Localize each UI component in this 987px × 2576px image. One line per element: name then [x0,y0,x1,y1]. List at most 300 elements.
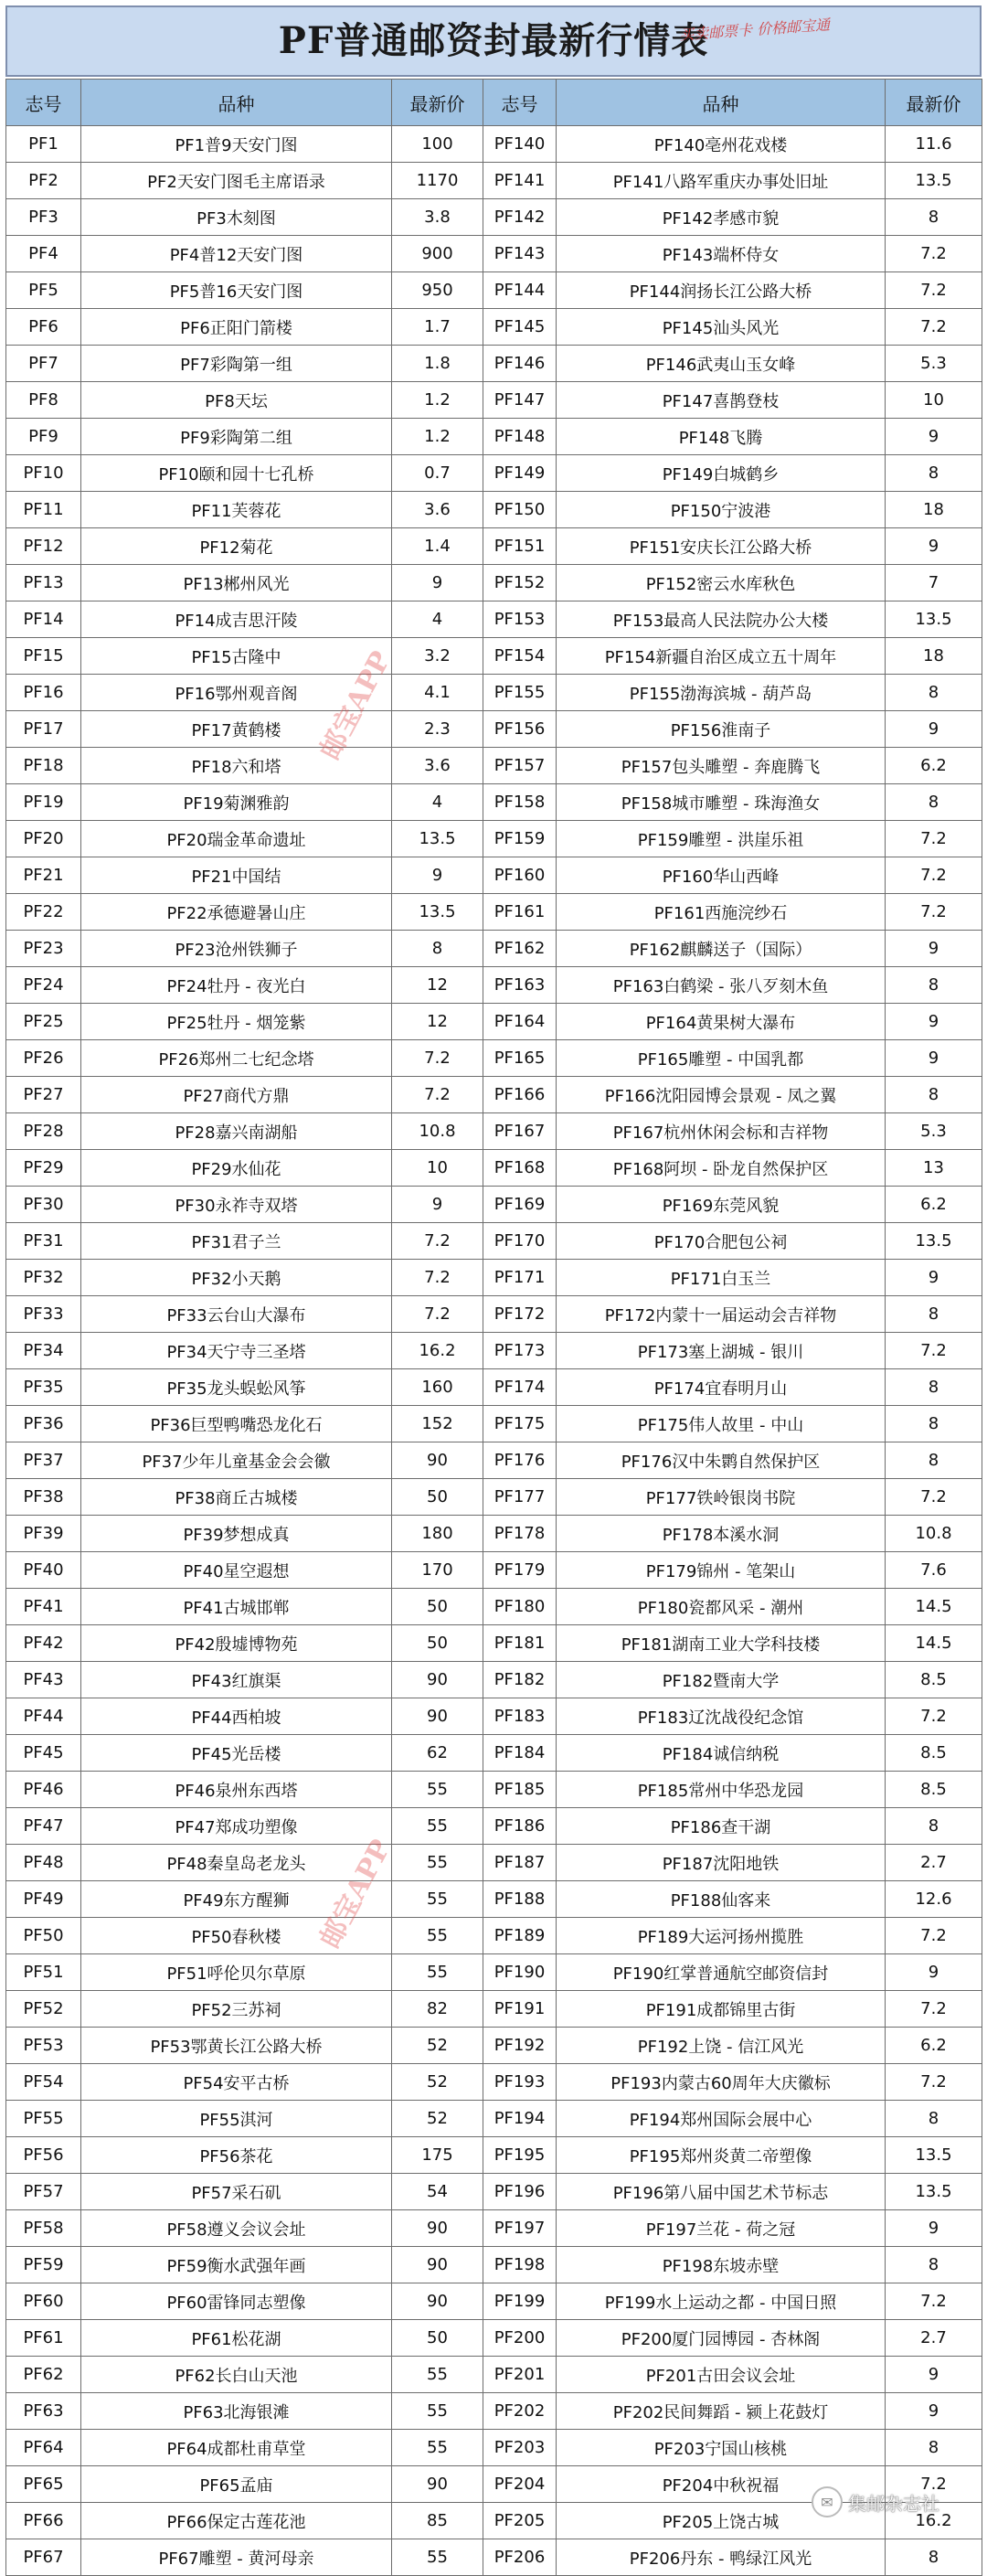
issue-number-cell: PF66 [6,2503,81,2539]
issue-number-cell: PF55 [6,2101,81,2137]
issue-number-cell: PF48 [6,1845,81,1881]
price-cell: 18 [886,638,982,675]
item-name-cell: PF162麒麟送子（国际） [557,931,886,967]
price-cell: 7.2 [886,1991,982,2028]
issue-number-cell: PF51 [6,1954,81,1991]
issue-number-cell: PF2 [6,163,81,199]
price-cell: 2.3 [392,711,483,748]
item-name-cell: PF61松花湖 [81,2320,392,2357]
price-cell: 12 [392,1004,483,1040]
item-name-cell: PF175伟人故里 - 中山 [557,1406,886,1442]
table-row [6,1954,982,1991]
price-cell: 8 [886,455,982,492]
price-cell: 9 [886,528,982,565]
issue-number-cell: PF41 [6,1589,81,1625]
issue-number-cell: PF148 [483,419,557,455]
item-name-cell: PF206丹东 - 鸭绿江风光 [557,2539,886,2576]
price-cell: 8 [886,967,982,1004]
item-name-cell: PF143端杯侍女 [557,236,886,272]
table-row [6,748,982,784]
item-name-cell: PF190红掌普通航空邮资信封 [557,1954,886,1991]
issue-number-cell: PF20 [6,821,81,857]
item-name-cell: PF4普12天安门图 [81,236,392,272]
issue-number-cell: PF14 [6,601,81,638]
price-cell: 55 [392,2357,483,2393]
price-cell: 13.5 [886,163,982,199]
price-cell: 3.8 [392,199,483,236]
issue-number-cell: PF54 [6,2064,81,2101]
price-cell: 175 [392,2137,483,2174]
table-row [6,2539,982,2576]
table-row [6,2430,982,2466]
issue-number-cell: PF153 [483,601,557,638]
issue-number-cell: PF47 [6,1808,81,1845]
item-name-cell: PF159雕塑 - 洪崖乐祖 [557,821,886,857]
table-row [6,1662,982,1698]
price-cell: 0.7 [392,455,483,492]
table-row [6,784,982,821]
table-row [6,1516,982,1552]
table-row [6,1918,982,1954]
issue-number-cell: PF190 [483,1954,557,1991]
issue-number-cell: PF145 [483,309,557,346]
item-name-cell: PF24牡丹 - 夜光白 [81,967,392,1004]
issue-number-cell: PF172 [483,1296,557,1333]
item-name-cell: PF27商代方鼎 [81,1077,392,1113]
item-name-cell: PF204中秋祝福 [557,2466,886,2503]
issue-number-cell: PF181 [483,1625,557,1662]
issue-number-cell: PF35 [6,1369,81,1406]
item-name-cell: PF193内蒙古60周年大庆徽标 [557,2064,886,2101]
issue-number-cell: PF52 [6,1991,81,2028]
price-cell: 8 [886,2101,982,2137]
item-name-cell: PF57采石矶 [81,2174,392,2210]
item-name-cell: PF33云台山大瀑布 [81,1296,392,1333]
item-name-cell: PF179锦州 - 笔架山 [557,1552,886,1589]
issue-number-cell: PF43 [6,1662,81,1698]
table-row [6,272,982,309]
item-name-cell: PF140亳州花戏楼 [557,126,886,163]
table-row [6,1881,982,1918]
price-cell: 16.2 [392,1333,483,1369]
item-name-cell: PF184诚信纳税 [557,1735,886,1772]
price-cell: 3.2 [392,638,483,675]
issue-number-cell: PF189 [483,1918,557,1954]
issue-number-cell: PF176 [483,1442,557,1479]
issue-number-cell: PF15 [6,638,81,675]
item-name-cell: PF59衡水武强年画 [81,2247,392,2283]
price-cell: 85 [392,2503,483,2539]
price-cell: 9 [886,2393,982,2430]
price-cell: 1.8 [392,346,483,382]
item-name-cell: PF26郑州二七纪念塔 [81,1040,392,1077]
table-row [6,1187,982,1223]
item-name-cell: PF171白玉兰 [557,1260,886,1296]
price-cell: 7.2 [886,821,982,857]
watermark: 邮宝APP [313,645,398,765]
item-name-cell: PF181湖南工业大学科技楼 [557,1625,886,1662]
issue-number-cell: PF28 [6,1113,81,1150]
price-cell: 7.2 [886,309,982,346]
table-row [6,1552,982,1589]
price-cell: 90 [392,1698,483,1735]
item-name-cell: PF40星空遐想 [81,1552,392,1589]
item-name-cell: PF149白城鹤乡 [557,455,886,492]
watermark: 邮宝APP [313,1834,398,1953]
issue-number-cell: PF27 [6,1077,81,1113]
item-name-cell: PF161西施浣纱石 [557,894,886,931]
item-name-cell: PF67雕塑 - 黄河母亲 [81,2539,392,2576]
item-name-cell: PF32小天鹅 [81,1260,392,1296]
issue-number-cell: PF178 [483,1516,557,1552]
item-name-cell: PF191成都锦里古街 [557,1991,886,2028]
issue-number-cell: PF164 [483,1004,557,1040]
issue-number-cell: PF196 [483,2174,557,2210]
table-row [6,528,982,565]
item-name-cell: PF158城市雕塑 - 珠海渔女 [557,784,886,821]
item-name-cell: PF25牡丹 - 烟笼紫 [81,1004,392,1040]
table-row [6,2137,982,2174]
item-name-cell: PF65孟庙 [81,2466,392,2503]
issue-number-cell: PF24 [6,967,81,1004]
item-name-cell: PF10颐和园十七孔桥 [81,455,392,492]
issue-number-cell: PF46 [6,1772,81,1808]
issue-number-cell: PF156 [483,711,557,748]
price-cell: 170 [392,1552,483,1589]
price-cell: 4 [392,601,483,638]
issue-number-cell: PF193 [483,2064,557,2101]
promo-stamp: 买卖邮票卡 价格邮宝通 [678,16,831,44]
item-name-cell: PF53鄂黄长江公路大桥 [81,2028,392,2064]
price-cell: 55 [392,2393,483,2430]
item-name-cell: PF8天坛 [81,382,392,419]
table-row [6,1845,982,1881]
price-cell: 7.2 [886,236,982,272]
price-cell: 90 [392,1442,483,1479]
table-row [6,1077,982,1113]
issue-number-cell: PF159 [483,821,557,857]
issue-number-cell: PF6 [6,309,81,346]
price-cell: 52 [392,2101,483,2137]
table-row [6,1004,982,1040]
table-row [6,675,982,711]
item-name-cell: PF192上饶 - 信江风光 [557,2028,886,2064]
price-cell: 8 [886,784,982,821]
price-cell: 8 [886,1406,982,1442]
price-cell: 13.5 [886,601,982,638]
issue-number-cell: PF142 [483,199,557,236]
item-name-cell: PF141八路军重庆办事处旧址 [557,163,886,199]
header-cell-name-right: 品种 [557,80,886,126]
item-name-cell: PF35龙头蜈蚣风筝 [81,1369,392,1406]
issue-number-cell: PF141 [483,163,557,199]
item-name-cell: PF142孝感市貌 [557,199,886,236]
item-name-cell: PF42殷墟博物苑 [81,1625,392,1662]
price-cell: 9 [886,419,982,455]
table-row [6,2064,982,2101]
issue-number-cell: PF205 [483,2503,557,2539]
issue-number-cell: PF44 [6,1698,81,1735]
item-name-cell: PF15古隆中 [81,638,392,675]
item-name-cell: PF151安庆长江公路大桥 [557,528,886,565]
item-name-cell: PF31君子兰 [81,1223,392,1260]
table-row [6,2028,982,2064]
price-cell: 8 [392,931,483,967]
table-row [6,382,982,419]
price-cell: 50 [392,2320,483,2357]
table-row [6,2247,982,2283]
issue-number-cell: PF200 [483,2320,557,2357]
price-cell: 55 [392,2430,483,2466]
price-cell: 900 [392,236,483,272]
price-cell: 7.2 [886,2283,982,2320]
item-name-cell: PF17黄鹤楼 [81,711,392,748]
table-row [6,857,982,894]
price-cell: 9 [886,1004,982,1040]
item-name-cell: PF163白鹤梁 - 张八歹刻木鱼 [557,967,886,1004]
price-cell: 9 [886,2357,982,2393]
item-name-cell: PF36巨型鸭嘴恐龙化石 [81,1406,392,1442]
item-name-cell: PF195郑州炎黄二帝塑像 [557,2137,886,2174]
table-header-row [6,80,982,126]
price-cell: 82 [392,1991,483,2028]
table-row [6,1442,982,1479]
price-cell: 7.2 [392,1040,483,1077]
issue-number-cell: PF3 [6,199,81,236]
issue-number-cell: PF161 [483,894,557,931]
issue-number-cell: PF53 [6,2028,81,2064]
table-row [6,1113,982,1150]
item-name-cell: PF22承德避暑山庄 [81,894,392,931]
issue-number-cell: PF146 [483,346,557,382]
issue-number-cell: PF168 [483,1150,557,1187]
price-cell: 12 [392,967,483,1004]
issue-number-cell: PF39 [6,1516,81,1552]
item-name-cell: PF63北海银滩 [81,2393,392,2430]
issue-number-cell: PF8 [6,382,81,419]
item-name-cell: PF198东坡赤壁 [557,2247,886,2283]
price-cell: 5.3 [886,346,982,382]
price-cell: 14.5 [886,1589,982,1625]
issue-number-cell: PF19 [6,784,81,821]
table-row [6,2466,982,2503]
item-name-cell: PF38商丘古城楼 [81,1479,392,1516]
price-cell: 13.5 [392,894,483,931]
price-cell: 1170 [392,163,483,199]
logo-icon: ✉ [812,2486,843,2517]
item-name-cell: PF185常州中华恐龙园 [557,1772,886,1808]
item-name-cell: PF47郑成功塑像 [81,1808,392,1845]
item-name-cell: PF166沈阳园博会景观 - 凤之翼 [557,1077,886,1113]
issue-number-cell: PF195 [483,2137,557,2174]
item-name-cell: PF5普16天安门图 [81,272,392,309]
item-name-cell: PF14成吉思汗陵 [81,601,392,638]
price-cell: 50 [392,1625,483,1662]
item-name-cell: PF154新疆自治区成立五十周年 [557,638,886,675]
table-row [6,2283,982,2320]
issue-number-cell: PF57 [6,2174,81,2210]
item-name-cell: PF199水上运动之都 - 中国日照 [557,2283,886,2320]
price-cell: 7.2 [886,1698,982,1735]
item-name-cell: PF52三苏祠 [81,1991,392,2028]
price-cell: 10.8 [886,1516,982,1552]
price-cell: 50 [392,1589,483,1625]
issue-number-cell: PF188 [483,1881,557,1918]
table-row [6,1150,982,1187]
logo-text: 集邮杂志社 [848,2492,939,2515]
issue-number-cell: PF31 [6,1223,81,1260]
table-row [6,1223,982,1260]
price-cell: 1.4 [392,528,483,565]
issue-number-cell: PF152 [483,565,557,601]
item-name-cell: PF148飞腾 [557,419,886,455]
issue-number-cell: PF150 [483,492,557,528]
price-cell: 3.6 [392,748,483,784]
price-cell: 8 [886,199,982,236]
price-cell: 9 [392,565,483,601]
price-cell: 52 [392,2064,483,2101]
price-cell: 8 [886,1369,982,1406]
item-name-cell: PF146武夷山玉女峰 [557,346,886,382]
header-cell-name-left: 品种 [81,80,392,126]
price-cell: 55 [392,1808,483,1845]
price-cell: 8 [886,675,982,711]
price-cell: 52 [392,2028,483,2064]
table-row [6,2174,982,2210]
issue-number-cell: PF166 [483,1077,557,1113]
issue-number-cell: PF11 [6,492,81,528]
item-name-cell: PF56茶花 [81,2137,392,2174]
item-name-cell: PF13郴州风光 [81,565,392,601]
price-cell: 7.2 [392,1223,483,1260]
item-name-cell: PF1普9天安门图 [81,126,392,163]
issue-number-cell: PF198 [483,2247,557,2283]
issue-number-cell: PF36 [6,1406,81,1442]
header-cell-issue-right: 志号 [483,80,557,126]
item-name-cell: PF187沈阳地铁 [557,1845,886,1881]
item-name-cell: PF177铁岭银岗书院 [557,1479,886,1516]
item-name-cell: PF150宁波港 [557,492,886,528]
issue-number-cell: PF171 [483,1260,557,1296]
issue-number-cell: PF165 [483,1040,557,1077]
item-name-cell: PF156淮南子 [557,711,886,748]
price-cell: 5.3 [886,1113,982,1150]
issue-number-cell: PF7 [6,346,81,382]
item-name-cell: PF20瑞金革命遗址 [81,821,392,857]
table-row [6,492,982,528]
price-cell: 4 [392,784,483,821]
price-cell: 8 [886,1442,982,1479]
table-row [6,2320,982,2357]
item-name-cell: PF200厦门园博园 - 杏林阁 [557,2320,886,2357]
price-cell: 2.7 [886,2320,982,2357]
table-row [6,1735,982,1772]
price-cell: 100 [392,126,483,163]
issue-number-cell: PF32 [6,1260,81,1296]
price-cell: 10 [886,382,982,419]
issue-number-cell: PF65 [6,2466,81,2503]
issue-number-cell: PF149 [483,455,557,492]
issue-number-cell: PF60 [6,2283,81,2320]
item-name-cell: PF58遵义会议会址 [81,2210,392,2247]
issue-number-cell: PF201 [483,2357,557,2393]
item-name-cell: PF30永祚寺双塔 [81,1187,392,1223]
price-cell: 55 [392,2539,483,2576]
table-row [6,2393,982,2430]
table-row [6,1479,982,1516]
issue-number-cell: PF182 [483,1662,557,1698]
price-cell: 7.2 [392,1077,483,1113]
price-cell: 9 [392,857,483,894]
table-row [6,419,982,455]
price-cell: 9 [886,931,982,967]
item-name-cell: PF43红旗渠 [81,1662,392,1698]
item-name-cell: PF51呼伦贝尔草原 [81,1954,392,1991]
item-name-cell: PF23沧州铁狮子 [81,931,392,967]
price-cell: 55 [392,1954,483,1991]
price-cell: 90 [392,2466,483,2503]
item-name-cell: PF160华山西峰 [557,857,886,894]
page-title: PF普通邮资封最新行情表 [278,19,709,62]
issue-number-cell: PF177 [483,1479,557,1516]
issue-number-cell: PF18 [6,748,81,784]
price-cell: 54 [392,2174,483,2210]
issue-number-cell: PF167 [483,1113,557,1150]
item-name-cell: PF172内蒙十一届运动会吉祥物 [557,1296,886,1333]
issue-number-cell: PF21 [6,857,81,894]
issue-number-cell: PF160 [483,857,557,894]
price-cell: 7.2 [886,1479,982,1516]
item-name-cell: PF60雷锋同志塑像 [81,2283,392,2320]
price-cell: 3.6 [392,492,483,528]
item-name-cell: PF173塞上湖城 - 银川 [557,1333,886,1369]
issue-number-cell: PF169 [483,1187,557,1223]
price-cell: 13.5 [392,821,483,857]
item-name-cell: PF169东莞风貌 [557,1187,886,1223]
issue-number-cell: PF25 [6,1004,81,1040]
item-name-cell: PF203宁国山核桃 [557,2430,886,2466]
item-name-cell: PF178本溪水洞 [557,1516,886,1552]
issue-number-cell: PF56 [6,2137,81,2174]
issue-number-cell: PF67 [6,2539,81,2576]
item-name-cell: PF170合肥包公祠 [557,1223,886,1260]
price-cell: 9 [886,2210,982,2247]
item-name-cell: PF29水仙花 [81,1150,392,1187]
price-cell: 7.2 [886,1918,982,1954]
item-name-cell: PF9彩陶第二组 [81,419,392,455]
price-cell: 9 [886,1040,982,1077]
item-name-cell: PF45光岳楼 [81,1735,392,1772]
issue-number-cell: PF170 [483,1223,557,1260]
table-row [6,1625,982,1662]
issue-number-cell: PF143 [483,236,557,272]
issue-number-cell: PF29 [6,1150,81,1187]
table-row [6,1589,982,1625]
issue-number-cell: PF9 [6,419,81,455]
issue-number-cell: PF186 [483,1808,557,1845]
issue-number-cell: PF23 [6,931,81,967]
table-row [6,309,982,346]
price-cell: 8.5 [886,1735,982,1772]
price-cell: 1.2 [392,382,483,419]
price-cell: 11.6 [886,126,982,163]
issue-number-cell: PF58 [6,2210,81,2247]
price-cell: 8.5 [886,1772,982,1808]
price-cell: 14.5 [886,1625,982,1662]
table-row [6,126,982,163]
item-name-cell: PF28嘉兴南湖船 [81,1113,392,1150]
price-cell: 55 [392,1918,483,1954]
